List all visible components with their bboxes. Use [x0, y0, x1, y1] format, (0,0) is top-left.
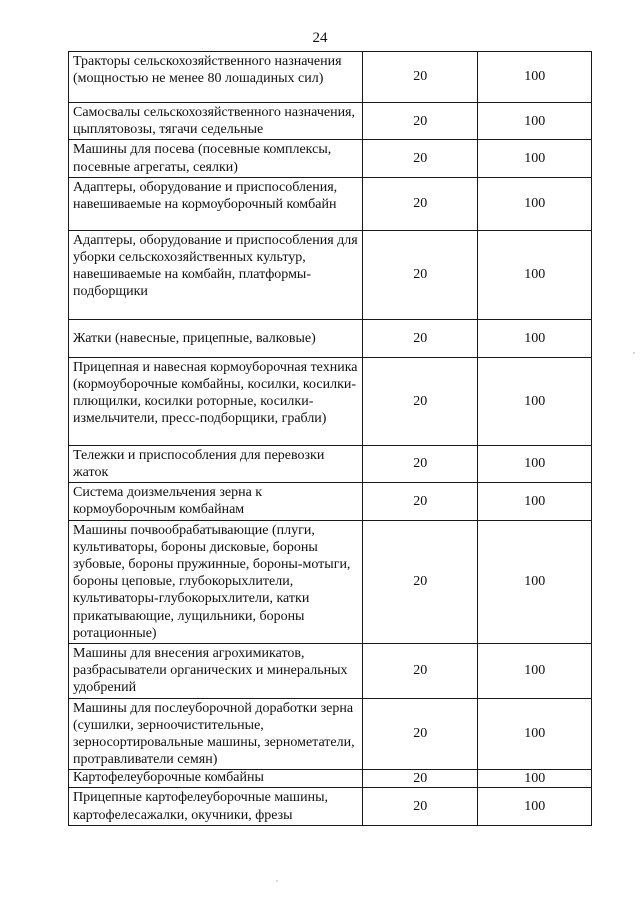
value-cell-2: 100 — [477, 788, 592, 825]
value-cell-2: 100 — [477, 698, 592, 770]
table-row — [69, 644, 592, 699]
value-cell-1: 20 — [363, 788, 478, 825]
value-cell-1: 20 — [363, 52, 478, 103]
value-cell-1: 20 — [363, 177, 478, 230]
equipment-name-cell: Адаптеры, оборудование и приспособления для уборки сельскохозяйственных культур, навешиваемые на комбайн, платформы-подборщики — [69, 230, 363, 319]
equipment-name-cell: Машины почвообрабатывающие (плуги, культиваторы, бороны дисковые, бороны зубовые, бороны пружинные, бороны-мотыги, бороны цеповые, глубокорыхлители, культиваторы-глубокорыхлители, катки прикатывающие, лущильники, бороны ротационные) — [69, 520, 363, 643]
page-number: 24 — [312, 30, 328, 46]
equipment-name-cell: Прицепная и навесная кормоуборочная техника (кормоуборочные комбайны, косилки, косилки-плющилки, косилки роторные, косилки-измельчители, пресс-подборщики, грабли) — [69, 357, 363, 445]
equipment-name-cell: Машины для внесения агрохимикатов, разбрасыватели органических и минеральных удобрений — [69, 644, 363, 699]
value-cell-2: 100 — [477, 103, 592, 140]
table-row — [69, 520, 592, 643]
equipment-name-cell: Адаптеры, оборудование и приспособления, навешиваемые на кормоуборочный комбайн — [69, 177, 363, 230]
table-row — [69, 52, 592, 103]
value-cell-1: 20 — [363, 520, 478, 643]
value-cell-1: 20 — [363, 103, 478, 140]
value-cell-1: 20 — [363, 140, 478, 177]
value-cell-1: 20 — [363, 230, 478, 319]
table-row — [69, 483, 592, 520]
table-row — [69, 357, 592, 445]
value-cell-1: 20 — [363, 357, 478, 445]
value-cell-2: 100 — [477, 445, 592, 482]
equipment-name-cell: Самосвалы сельскохозяйственного назначения, цыплятовозы, тягачи седельные — [69, 103, 363, 140]
equipment-name-cell: Машины для посева (посевные комплексы, посевные агрегаты, сеялки) — [69, 140, 363, 177]
value-cell-2: 100 — [477, 644, 592, 699]
value-cell-2: 100 — [477, 357, 592, 445]
table-row — [69, 140, 592, 177]
equipment-name-cell: Прицепные картофелеуборочные машины, картофелесажалки, окучники, фрезы — [69, 788, 363, 825]
value-cell-2: 100 — [477, 520, 592, 643]
equipment-name-cell: Тракторы сельскохозяйственного назначения (мощностью не менее 80 лошадиных сил) — [69, 52, 363, 103]
table-row — [69, 698, 592, 770]
table-row — [69, 103, 592, 140]
value-cell-2: 100 — [477, 770, 592, 788]
equipment-name-cell: Жатки (навесные, прицепные, валковые) — [69, 319, 363, 357]
equipment-name-cell: Система доизмельчения зерна к кормоуборочным комбайнам — [69, 483, 363, 520]
table-row — [69, 230, 592, 319]
equipment-name-cell: Машины для послеуборочной доработки зерна (сушилки, зерноочистительные, зерносортировальные машины, зернометатели, протравливатели семян) — [69, 698, 363, 770]
value-cell-2: 100 — [477, 52, 592, 103]
scan-speck — [633, 352, 635, 354]
value-cell-2: 100 — [477, 140, 592, 177]
value-cell-1: 20 — [363, 698, 478, 770]
value-cell-1: 20 — [363, 770, 478, 788]
value-cell-1: 20 — [363, 319, 478, 357]
value-cell-2: 100 — [477, 177, 592, 230]
table-row — [69, 445, 592, 482]
table-row — [69, 177, 592, 230]
table-row — [69, 770, 592, 788]
equipment-name-cell: Тележки и приспособления для перевозки жаток — [69, 445, 363, 482]
value-cell-2: 100 — [477, 483, 592, 520]
value-cell-1: 20 — [363, 644, 478, 699]
scan-speck — [276, 880, 278, 882]
equipment-name-cell: Картофелеуборочные комбайны — [69, 770, 363, 788]
value-cell-2: 100 — [477, 230, 592, 319]
value-cell-1: 20 — [363, 483, 478, 520]
value-cell-2: 100 — [477, 319, 592, 357]
table-row — [69, 788, 592, 825]
table-row — [69, 319, 592, 357]
equipment-table — [68, 51, 592, 826]
value-cell-1: 20 — [363, 445, 478, 482]
